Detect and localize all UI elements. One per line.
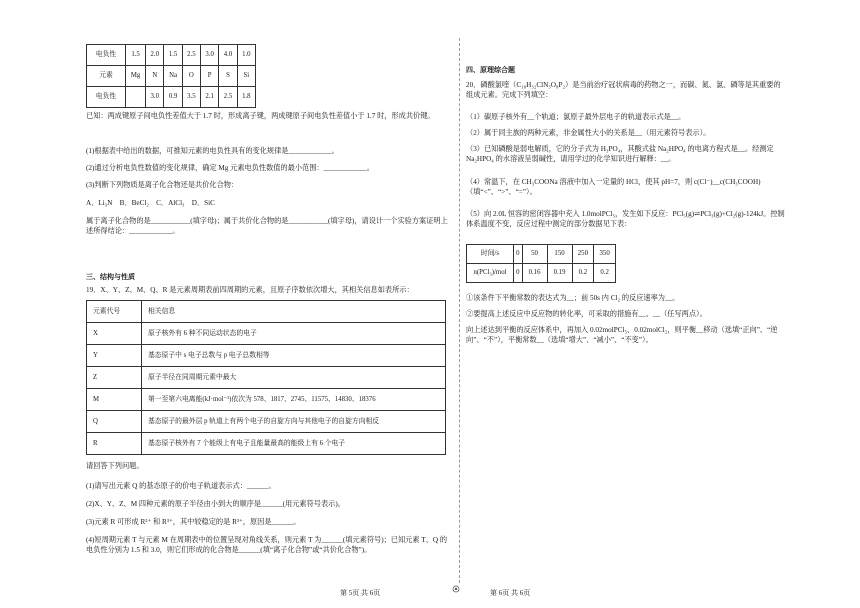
- table-cell: 1.0: [237, 45, 255, 66]
- table-cell: 2.0: [146, 45, 164, 66]
- table-cell: 1.5: [164, 45, 182, 66]
- question-20-1: （1）碳原子核外有__个轨道；氯原子最外层电子的轨道表示式是__。: [466, 113, 686, 121]
- table-row: [87, 389, 446, 411]
- table-cell: 150: [547, 245, 572, 264]
- binding-circle-icon: [452, 585, 460, 593]
- table-cell: 时间/s: [467, 245, 514, 264]
- table-cell: 基态原子中 s 电子总数与 p 电子总数相等: [142, 345, 446, 367]
- table-row: [87, 45, 256, 66]
- table-cell: n(PCl₃)/mol: [467, 264, 514, 283]
- question-20-2: （2）属于同主族的两种元素，非金属性大小的关系是__（用元素符号表示）。: [466, 129, 711, 137]
- table-header-cell: 元素代号: [87, 301, 142, 323]
- table-cell: 0.16: [522, 264, 547, 283]
- table-cell: 第一至第六电离能(kJ·mol⁻¹)依次为 578、1817、2745、11575、14830、18376: [142, 389, 446, 411]
- question-18-3: (3)判断下列物质是离子化合物还是共价化合物：: [86, 181, 239, 189]
- section-title-structure: 三、结构与性质: [86, 274, 135, 281]
- table-cell: Q: [87, 411, 142, 433]
- table-cell: 1.8: [237, 87, 255, 108]
- answer-prompt: 请回答下列问题。: [86, 462, 144, 470]
- table-cell: 0.19: [547, 264, 572, 283]
- table-cell: 2.1: [201, 87, 219, 108]
- electronegativity-table: [86, 44, 256, 108]
- question-19-2: (2)X、Y、Z、M 四种元素的原子半径由小到大的顺序是______(用元素符号表示)。: [86, 500, 345, 508]
- table-cell: 1.5: [126, 45, 146, 66]
- question-19-3: (3)元素 R 可形成 R²⁺ 和 R³⁺，其中较稳定的是 R³⁺，原因是______。: [86, 518, 301, 526]
- table-cell: N: [146, 66, 164, 87]
- table-row: [87, 433, 446, 455]
- column-divider: [459, 38, 460, 583]
- known-condition: 已知：两成键原子间电负性差值大于 1.7 时，形成离子键，两成键原子间电负性差值小于 1.7 时，形成共价键。: [86, 112, 435, 120]
- question-19-1: (1)请写出元素 Q 的基态原子的价电子轨道表示式：______。: [86, 482, 276, 490]
- question-18-2: (2)通过分析电负性数值的变化规律，确定 Mg 元素电负性数值的最小范围：____________。: [86, 164, 374, 172]
- question-19-4: (4)短周期元素 T 与元素 M 在周期表中的位置呈现对角线关系，则元素 T 为______(填元素符号)；已知元素 T、Q 的电负性分别为 1.5 和 3.0，则它们形成的化合物是______(填“离子化合物”或“共价化合物”)。: [86, 536, 448, 554]
- question-20-stem: 20．磷酸氯喹（C₁₈H₃₂ClN₃O₈P₂）是当前治疗冠状病毒的药物之一，而碳、氮、氯、磷等是其重要的组成元素。完成下列填空：: [466, 81, 781, 99]
- table-cell: O: [182, 66, 200, 87]
- table-cell: 基态原子核外有 7 个能级上有电子且能量最高的能级上有 6 个电子: [142, 433, 446, 455]
- table-cell: 0.9: [164, 87, 182, 108]
- table-cell: Na: [164, 66, 182, 87]
- table-cell: P: [201, 66, 219, 87]
- table-cell: 3.0: [146, 87, 164, 108]
- table-row: [87, 66, 256, 87]
- table-cell: S: [219, 66, 237, 87]
- page-number-right: 第 6页 共 6页: [490, 589, 531, 597]
- table-cell: 2.5: [219, 87, 237, 108]
- answer-options: A．Li₃N B．BeCl₂ C．AlCl₃ D．SiC: [86, 199, 215, 207]
- question-20-5-3: 向上述达到平衡的反应体系中，再加入 0.02molPCl₅、0.02molCl₂，则平衡__移动（选填“正向”、“逆向”、“不”），平衡常数__（选填“增大”、“减小”、“不变”）。: [466, 326, 778, 344]
- table-cell: 50: [522, 245, 547, 264]
- table-row: [87, 345, 446, 367]
- table-cell: 0.2: [594, 264, 616, 283]
- table-cell: 电负性: [87, 45, 126, 66]
- table-row: [87, 301, 446, 323]
- table-cell: 250: [572, 245, 594, 264]
- question-20-5-2: ②要提高上述反应中反应物的转化率，可采取的措施有__、__（任写两点）。: [466, 310, 707, 318]
- question-20-5-1: ①该条件下平衡常数的表达式为__；前 50s 内 Cl₂ 的反应速率为__。: [466, 294, 680, 302]
- table-cell: Z: [87, 367, 142, 389]
- question-20-3: （3）已知磷酸是弱电解质，它的分子式为 H₃PO₄，其酸式盐 Na₂HPO₄ 的电离方程式是__。经测定 Na₂HPO₄ 的水溶液呈弱碱性，请用学过的化学知识进行解释：__。: [466, 145, 774, 163]
- question-20-5: （5）向 2.0L 恒容的密闭容器中充入 1.0molPCl₅，发生如下反应：PCl₅(g)⇌PCl₃(g)+Cl₂(g)-124kJ。控制体系温度不变，反应过程中测定的部分数据见下表：: [466, 210, 785, 228]
- page-number-left: 第 5页 共 6页: [340, 589, 381, 597]
- table-cell: Si: [237, 66, 255, 87]
- table-cell: [126, 87, 146, 108]
- table-cell: 350: [594, 245, 616, 264]
- question-20-4: （4）常温下，在 CH₃COONa 溶液中加入一定量的 HCl，使其 pH=7，则 c(Cl⁻)__c(CH₃COOH)（填“<”、“>”、“=”）。: [466, 178, 761, 196]
- table-cell: 原子半径在同周期元素中最大: [142, 367, 446, 389]
- table-cell: 4.0: [219, 45, 237, 66]
- table-cell: M: [87, 389, 142, 411]
- table-cell: 原子核外有 6 种不同运动状态的电子: [142, 323, 446, 345]
- table-row: [87, 323, 446, 345]
- table-cell: 3.5: [182, 87, 200, 108]
- element-info-table: [86, 300, 446, 455]
- pcl-data-table: [466, 244, 616, 283]
- table-cell: 3.0: [201, 45, 219, 66]
- table-row: [87, 87, 256, 108]
- table-row: [467, 264, 616, 283]
- table-row: [87, 367, 446, 389]
- table-cell: 0: [514, 264, 523, 283]
- table-cell: Mg: [126, 66, 146, 87]
- table-row: [87, 411, 446, 433]
- table-cell: 0.2: [572, 264, 594, 283]
- question-19-stem: 19．X、Y、Z、M、Q、R 是元素周期表前四周期的元素，且原子序数依次增大，其相关信息如表所示：: [86, 286, 414, 294]
- table-cell: Y: [87, 345, 142, 367]
- table-row: [467, 245, 616, 264]
- table-cell: 元素: [87, 66, 126, 87]
- table-cell: R: [87, 433, 142, 455]
- question-18-1: (1)根据表中给出的数据，可推知元素的电负性具有的变化规律是____________。: [86, 147, 339, 155]
- table-cell: 电负性: [87, 87, 126, 108]
- table-cell: X: [87, 323, 142, 345]
- table-cell: 2.5: [182, 45, 200, 66]
- table-header-cell: 相关信息: [142, 301, 446, 323]
- question-18-3-fill: 属于离子化合物的是___________(填字母)；属于共价化合物的是___________(填字母)，请设计一个实验方案证明上述所得结论：____________。: [86, 217, 448, 235]
- table-cell: 0: [514, 245, 523, 264]
- section-title-principles: 四、原理综合题: [466, 67, 515, 74]
- table-cell: 基态原子的最外层 p 轨道上有两个电子的自旋方向与其他电子的自旋方向相反: [142, 411, 446, 433]
